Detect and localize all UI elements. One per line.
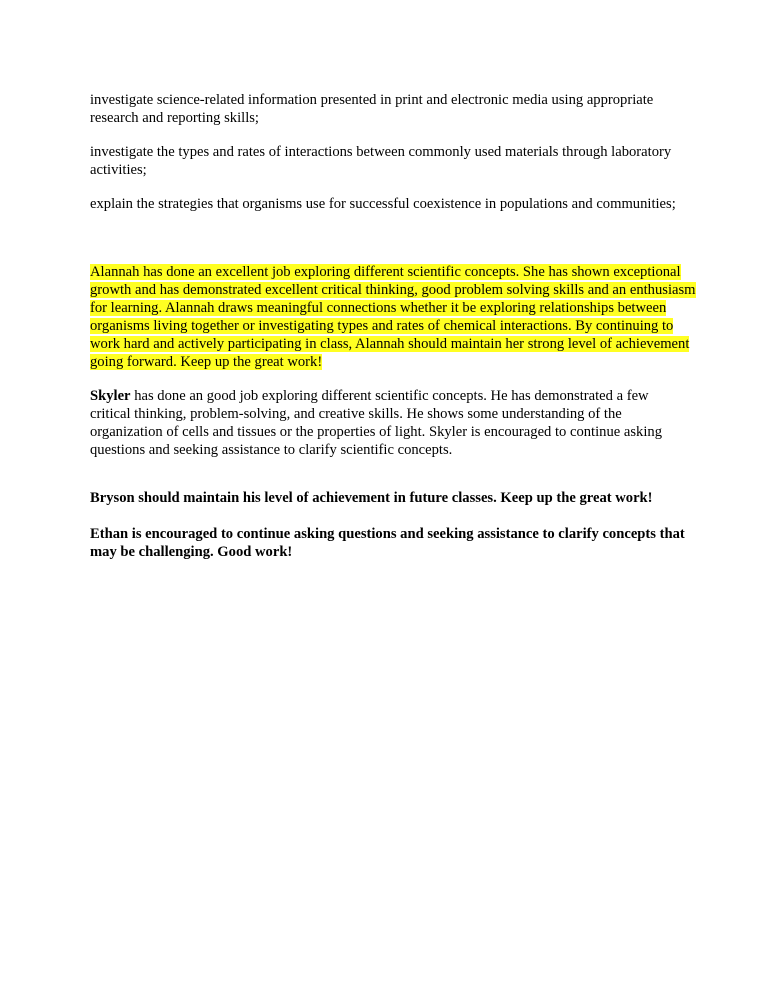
comment-skyler-body: has done an good job exploring different scientific concepts. He has demonstrated a few critical thinking, problem-solving, and creative skills. He shows some understanding of the organization of cells and tissues or the properties of light. Skyler is encouraged to continue asking questions and seeking assistance to clarify scientific concepts. [90,388,662,458]
comment-skyler-paragraph [90,387,690,459]
comment-alannah-paragraph [90,263,700,371]
outcome-paragraph-3: explain the strategies that organisms use for successful coexistence in populations and communities; [90,196,676,212]
outcome-paragraph-2: investigate the types and rates of interactions between commonly used materials through laboratory activities; [90,144,672,178]
comment-ethan-paragraph: Ethan is encouraged to continue asking questions and seeking assistance to clarify concepts that may be challenging. Good work! [90,526,685,560]
outcome-paragraph-1: investigate science-related information presented in print and electronic media using appropriate research and reporting skills; [90,92,654,126]
comment-alannah-highlighted-text: Alannah has done an excellent job exploring different scientific concepts. She has shown exceptional growth and has demonstrated excellent critical thinking, good problem solving skills and an enthusiasm for learning. Alannah draws meaningful connections whether it be exploring relationships between organisms living together or investigating types and rates of chemical interactions. By continuing to work hard and actively participating in class, Alannah should maintain her strong level of achievement going forward. Keep up the great work! [90,264,696,370]
comment-bryson-paragraph: Bryson should maintain his level of achievement in future classes. Keep up the great work! [90,490,653,506]
comment-skyler-name: Skyler [90,388,131,404]
